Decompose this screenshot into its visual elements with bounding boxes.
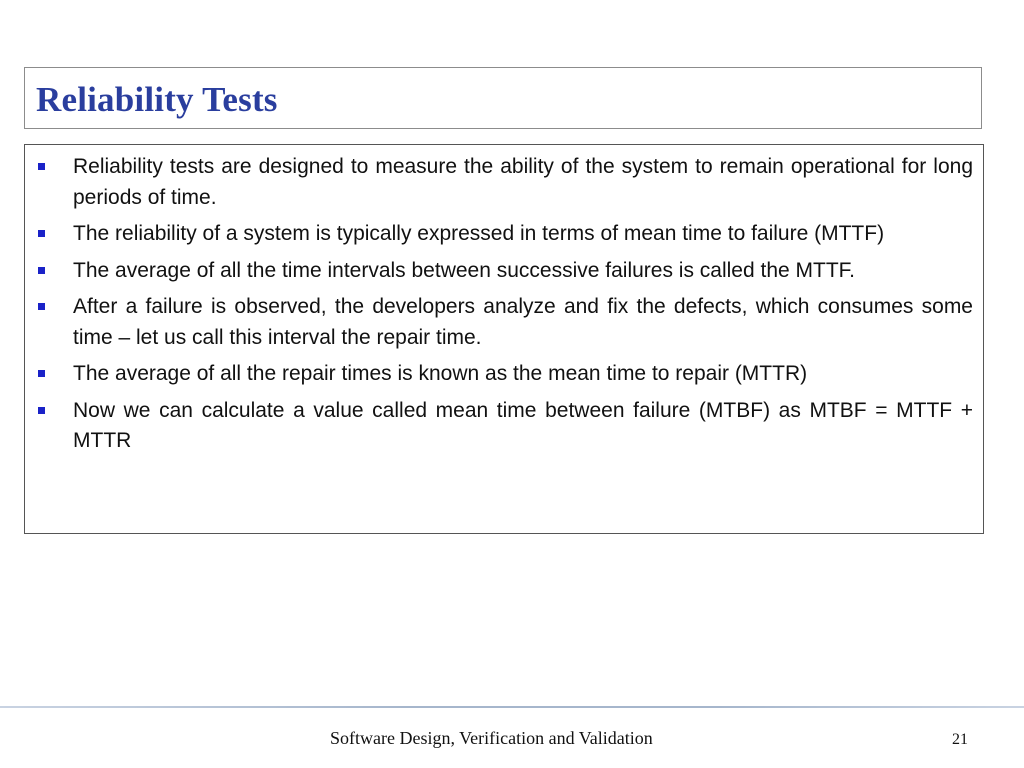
square-bullet-icon	[38, 303, 45, 310]
bullet-text: The reliability of a system is typically expressed in terms of mean time to failure (MTTF)	[73, 222, 885, 245]
bullet-text: Reliability tests are designed to measure the ability of the system to remain operational for long periods of time.	[73, 155, 973, 209]
bullet-text: After a failure is observed, the developers analyze and fix the defects, which consumes some time – let us call this interval the repair time.	[73, 295, 973, 349]
bullet-text: Now we can calculate a value called mean time between failure (MTBF) as MTBF = MTTF + MTTR	[73, 398, 973, 452]
page-number: 21	[952, 731, 968, 748]
content-box	[24, 144, 984, 534]
bullet-item	[35, 219, 973, 250]
bullet-item	[35, 396, 973, 457]
bullet-item	[35, 256, 973, 287]
footer-divider	[0, 706, 1024, 708]
bullet-text: The average of all the repair times is known as the mean time to repair (MTTR)	[73, 362, 808, 385]
square-bullet-icon	[38, 163, 45, 170]
square-bullet-icon	[38, 370, 45, 377]
bullet-text: The average of all the time intervals between successive failures is called the MTTF.	[73, 258, 856, 282]
square-bullet-icon	[38, 267, 45, 274]
bullet-list	[35, 152, 973, 463]
bullet-item	[35, 359, 973, 390]
square-bullet-icon	[38, 407, 45, 414]
title-box	[24, 67, 982, 129]
footer-course-title: Software Design, Verification and Validation	[330, 728, 653, 748]
slide-title: Reliability Tests	[36, 80, 278, 119]
bullet-item	[35, 152, 973, 213]
bullet-item	[35, 292, 973, 353]
square-bullet-icon	[38, 230, 45, 237]
